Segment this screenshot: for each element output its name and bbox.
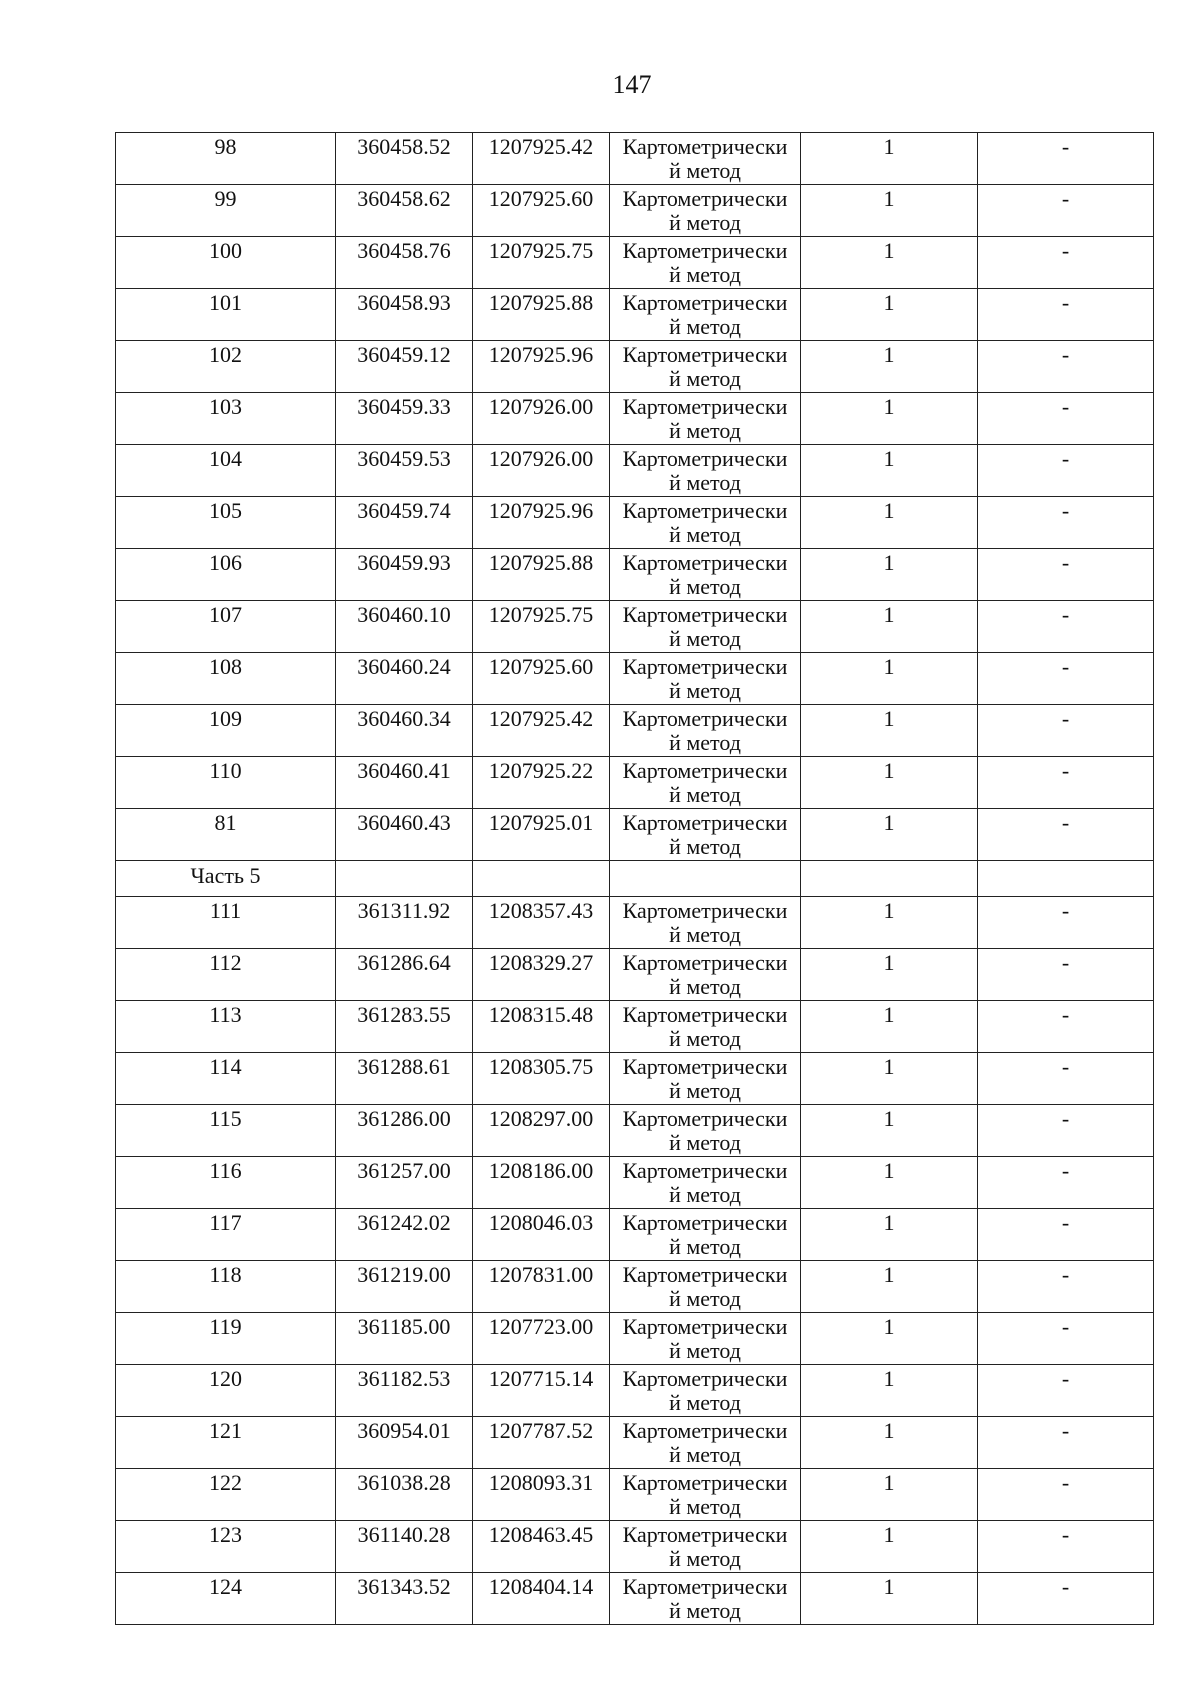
x-coordinate-cell: 361242.02 xyxy=(336,1209,473,1261)
note-cell: - xyxy=(978,1365,1154,1417)
point-number-cell: 116 xyxy=(116,1157,336,1209)
accuracy-cell: 1 xyxy=(801,1053,978,1105)
note-cell: - xyxy=(978,1209,1154,1261)
accuracy-cell: 1 xyxy=(801,289,978,341)
point-number-cell: 110 xyxy=(116,757,336,809)
method-text-line1: Картометрически xyxy=(622,1522,788,1547)
method-text-line2: й метод xyxy=(669,1390,741,1415)
method-text-line2: й метод xyxy=(669,1494,741,1519)
method-text-line1: Картометрически xyxy=(622,550,788,575)
method-cell xyxy=(610,289,801,341)
note-cell: - xyxy=(978,705,1154,757)
method-text-line1: Картометрически xyxy=(622,1158,788,1183)
accuracy-cell: 1 xyxy=(801,497,978,549)
x-coordinate-cell: 360458.62 xyxy=(336,185,473,237)
method-text-line1: Картометрически xyxy=(622,238,788,263)
accuracy-cell: 1 xyxy=(801,237,978,289)
note-cell: - xyxy=(978,497,1154,549)
y-coordinate-cell: 1207925.96 xyxy=(473,497,610,549)
accuracy-cell: 1 xyxy=(801,1521,978,1573)
note-cell: - xyxy=(978,1521,1154,1573)
table-row xyxy=(116,757,1154,809)
table-row xyxy=(116,653,1154,705)
y-coordinate-cell: 1207925.42 xyxy=(473,705,610,757)
point-number-cell: 101 xyxy=(116,289,336,341)
method-text-line1: Картометрически xyxy=(622,1418,788,1443)
note-cell: - xyxy=(978,949,1154,1001)
method-text-line2: й метод xyxy=(669,1026,741,1051)
point-number-cell: 112 xyxy=(116,949,336,1001)
point-number-cell: 102 xyxy=(116,341,336,393)
y-coordinate-cell: 1207926.00 xyxy=(473,445,610,497)
point-number-cell: 117 xyxy=(116,1209,336,1261)
x-coordinate-cell: 361140.28 xyxy=(336,1521,473,1573)
method-text-line1: Картометрически xyxy=(622,1366,788,1391)
x-coordinate-cell: 361286.64 xyxy=(336,949,473,1001)
note-cell: - xyxy=(978,237,1154,289)
x-coordinate-cell: 360458.93 xyxy=(336,289,473,341)
note-cell: - xyxy=(978,1001,1154,1053)
note-cell: - xyxy=(978,601,1154,653)
method-text-line2: й метод xyxy=(669,1286,741,1311)
point-number-cell: 124 xyxy=(116,1573,336,1625)
method-text-line1: Картометрически xyxy=(622,1470,788,1495)
method-text-line2: й метод xyxy=(669,1546,741,1571)
accuracy-cell: 1 xyxy=(801,133,978,185)
accuracy-cell: 1 xyxy=(801,1573,978,1625)
y-coordinate-cell: 1207715.14 xyxy=(473,1365,610,1417)
method-cell xyxy=(610,1313,801,1365)
x-coordinate-cell: 361311.92 xyxy=(336,897,473,949)
point-number-cell: 103 xyxy=(116,393,336,445)
empty-cell xyxy=(336,861,473,897)
table-row xyxy=(116,497,1154,549)
method-text-line1: Картометрически xyxy=(622,602,788,627)
accuracy-cell: 1 xyxy=(801,1365,978,1417)
method-text-line1: Картометрически xyxy=(622,1106,788,1131)
table-row xyxy=(116,949,1154,1001)
method-cell xyxy=(610,1417,801,1469)
point-number-cell: 106 xyxy=(116,549,336,601)
method-cell xyxy=(610,1105,801,1157)
point-number-cell: 100 xyxy=(116,237,336,289)
point-number-cell: 99 xyxy=(116,185,336,237)
method-cell xyxy=(610,393,801,445)
note-cell: - xyxy=(978,289,1154,341)
point-number-cell: 114 xyxy=(116,1053,336,1105)
y-coordinate-cell: 1207925.01 xyxy=(473,809,610,861)
y-coordinate-cell: 1207925.42 xyxy=(473,133,610,185)
note-cell: - xyxy=(978,1469,1154,1521)
x-coordinate-cell: 361286.00 xyxy=(336,1105,473,1157)
method-cell xyxy=(610,949,801,1001)
point-number-cell: 120 xyxy=(116,1365,336,1417)
method-cell xyxy=(610,601,801,653)
y-coordinate-cell: 1207925.88 xyxy=(473,289,610,341)
accuracy-cell: 1 xyxy=(801,1469,978,1521)
method-cell xyxy=(610,1261,801,1313)
method-text-line1: Картометрически xyxy=(622,1002,788,1027)
table-row xyxy=(116,1209,1154,1261)
method-cell xyxy=(610,1521,801,1573)
method-text-line1: Картометрически xyxy=(622,1314,788,1339)
x-coordinate-cell: 360460.10 xyxy=(336,601,473,653)
method-cell xyxy=(610,1157,801,1209)
method-text-line2: й метод xyxy=(669,1598,741,1623)
method-text-line2: й метод xyxy=(669,730,741,755)
y-coordinate-cell: 1207925.22 xyxy=(473,757,610,809)
y-coordinate-cell: 1207925.96 xyxy=(473,341,610,393)
method-cell xyxy=(610,897,801,949)
x-coordinate-cell: 360460.43 xyxy=(336,809,473,861)
point-number-cell: 107 xyxy=(116,601,336,653)
note-cell: - xyxy=(978,809,1154,861)
y-coordinate-cell: 1208305.75 xyxy=(473,1053,610,1105)
y-coordinate-cell: 1207926.00 xyxy=(473,393,610,445)
note-cell: - xyxy=(978,1313,1154,1365)
method-text-line2: й метод xyxy=(669,626,741,651)
empty-cell xyxy=(473,861,610,897)
x-coordinate-cell: 360460.41 xyxy=(336,757,473,809)
x-coordinate-cell: 361038.28 xyxy=(336,1469,473,1521)
method-cell xyxy=(610,133,801,185)
table-row xyxy=(116,341,1154,393)
y-coordinate-cell: 1208357.43 xyxy=(473,897,610,949)
accuracy-cell: 1 xyxy=(801,653,978,705)
x-coordinate-cell: 360460.24 xyxy=(336,653,473,705)
y-coordinate-cell: 1207925.88 xyxy=(473,549,610,601)
accuracy-cell: 1 xyxy=(801,445,978,497)
note-cell: - xyxy=(978,1105,1154,1157)
method-text-line2: й метод xyxy=(669,922,741,947)
method-text-line2: й метод xyxy=(669,1078,741,1103)
method-text-line1: Картометрически xyxy=(622,758,788,783)
note-cell: - xyxy=(978,1573,1154,1625)
method-text-line1: Картометрически xyxy=(622,1054,788,1079)
accuracy-cell: 1 xyxy=(801,393,978,445)
x-coordinate-cell: 361185.00 xyxy=(336,1313,473,1365)
accuracy-cell: 1 xyxy=(801,1417,978,1469)
x-coordinate-cell: 360954.01 xyxy=(336,1417,473,1469)
y-coordinate-cell: 1207925.60 xyxy=(473,185,610,237)
table-row xyxy=(116,1365,1154,1417)
method-cell xyxy=(610,237,801,289)
table-row xyxy=(116,1469,1154,1521)
method-text-line2: й метод xyxy=(669,974,741,999)
method-cell xyxy=(610,705,801,757)
section-label: Часть 5 xyxy=(116,861,336,897)
note-cell: - xyxy=(978,445,1154,497)
table-row xyxy=(116,1573,1154,1625)
method-text-line1: Картометрически xyxy=(622,394,788,419)
table-row xyxy=(116,1001,1154,1053)
point-number-cell: 115 xyxy=(116,1105,336,1157)
method-cell xyxy=(610,341,801,393)
method-text-line2: й метод xyxy=(669,1234,741,1259)
method-text-line1: Картометрически xyxy=(622,446,788,471)
table-row xyxy=(116,185,1154,237)
coordinates-table-body xyxy=(116,133,1154,1625)
method-text-line2: й метод xyxy=(669,158,741,183)
accuracy-cell: 1 xyxy=(801,1261,978,1313)
page-number: 147 xyxy=(612,70,652,99)
y-coordinate-cell: 1208404.14 xyxy=(473,1573,610,1625)
x-coordinate-cell: 360459.12 xyxy=(336,341,473,393)
table-row xyxy=(116,393,1154,445)
method-text-line1: Картометрически xyxy=(622,1574,788,1599)
point-number-cell: 113 xyxy=(116,1001,336,1053)
table-row xyxy=(116,549,1154,601)
table-row xyxy=(116,237,1154,289)
table-row xyxy=(116,445,1154,497)
point-number-cell: 109 xyxy=(116,705,336,757)
y-coordinate-cell: 1208186.00 xyxy=(473,1157,610,1209)
method-text-line1: Картометрически xyxy=(622,134,788,159)
table-row xyxy=(116,601,1154,653)
y-coordinate-cell: 1208046.03 xyxy=(473,1209,610,1261)
table-row xyxy=(116,133,1154,185)
method-text-line2: й метод xyxy=(669,262,741,287)
note-cell: - xyxy=(978,133,1154,185)
accuracy-cell: 1 xyxy=(801,809,978,861)
accuracy-cell: 1 xyxy=(801,1001,978,1053)
method-text-line1: Картометрически xyxy=(622,290,788,315)
method-cell xyxy=(610,549,801,601)
x-coordinate-cell: 360459.93 xyxy=(336,549,473,601)
x-coordinate-cell: 360460.34 xyxy=(336,705,473,757)
table-row xyxy=(116,809,1154,861)
y-coordinate-cell: 1207925.75 xyxy=(473,601,610,653)
method-text-line1: Картометрически xyxy=(622,498,788,523)
accuracy-cell: 1 xyxy=(801,897,978,949)
x-coordinate-cell: 361257.00 xyxy=(336,1157,473,1209)
accuracy-cell: 1 xyxy=(801,1157,978,1209)
method-cell xyxy=(610,1573,801,1625)
note-cell: - xyxy=(978,1417,1154,1469)
method-cell xyxy=(610,1365,801,1417)
note-cell: - xyxy=(978,393,1154,445)
empty-cell xyxy=(801,861,978,897)
table-row xyxy=(116,289,1154,341)
x-coordinate-cell: 361219.00 xyxy=(336,1261,473,1313)
accuracy-cell: 1 xyxy=(801,601,978,653)
y-coordinate-cell: 1208463.45 xyxy=(473,1521,610,1573)
method-text-line2: й метод xyxy=(669,1182,741,1207)
point-number-cell: 105 xyxy=(116,497,336,549)
accuracy-cell: 1 xyxy=(801,1105,978,1157)
y-coordinate-cell: 1208329.27 xyxy=(473,949,610,1001)
method-text-line2: й метод xyxy=(669,470,741,495)
note-cell: - xyxy=(978,897,1154,949)
method-cell xyxy=(610,1209,801,1261)
x-coordinate-cell: 360459.33 xyxy=(336,393,473,445)
method-text-line1: Картометрически xyxy=(622,706,788,731)
point-number-cell: 121 xyxy=(116,1417,336,1469)
table-row xyxy=(116,897,1154,949)
y-coordinate-cell: 1208297.00 xyxy=(473,1105,610,1157)
note-cell: - xyxy=(978,1157,1154,1209)
point-number-cell: 104 xyxy=(116,445,336,497)
point-number-cell: 122 xyxy=(116,1469,336,1521)
point-number-cell: 119 xyxy=(116,1313,336,1365)
note-cell: - xyxy=(978,341,1154,393)
x-coordinate-cell: 360459.74 xyxy=(336,497,473,549)
method-cell xyxy=(610,757,801,809)
accuracy-cell: 1 xyxy=(801,341,978,393)
method-text-line2: й метод xyxy=(669,1442,741,1467)
method-cell xyxy=(610,809,801,861)
note-cell: - xyxy=(978,757,1154,809)
table-row xyxy=(116,1105,1154,1157)
method-text-line2: й метод xyxy=(669,314,741,339)
point-number-cell: 123 xyxy=(116,1521,336,1573)
x-coordinate-cell: 361288.61 xyxy=(336,1053,473,1105)
accuracy-cell: 1 xyxy=(801,549,978,601)
y-coordinate-cell: 1207925.60 xyxy=(473,653,610,705)
method-cell xyxy=(610,445,801,497)
method-cell xyxy=(610,1001,801,1053)
method-cell xyxy=(610,1469,801,1521)
table-row xyxy=(116,1157,1154,1209)
note-cell: - xyxy=(978,1053,1154,1105)
note-cell: - xyxy=(978,549,1154,601)
y-coordinate-cell: 1207787.52 xyxy=(473,1417,610,1469)
method-text-line2: й метод xyxy=(669,574,741,599)
method-cell xyxy=(610,653,801,705)
method-text-line1: Картометрически xyxy=(622,810,788,835)
table-row xyxy=(116,705,1154,757)
method-text-line1: Картометрически xyxy=(622,186,788,211)
y-coordinate-cell: 1208093.31 xyxy=(473,1469,610,1521)
x-coordinate-cell: 360459.53 xyxy=(336,445,473,497)
x-coordinate-cell: 361182.53 xyxy=(336,1365,473,1417)
empty-cell xyxy=(978,861,1154,897)
table-row xyxy=(116,1261,1154,1313)
coordinates-table xyxy=(115,132,1154,1625)
method-text-line1: Картометрически xyxy=(622,898,788,923)
table-row xyxy=(116,1417,1154,1469)
method-text-line2: й метод xyxy=(669,210,741,235)
y-coordinate-cell: 1207723.00 xyxy=(473,1313,610,1365)
y-coordinate-cell: 1207925.75 xyxy=(473,237,610,289)
accuracy-cell: 1 xyxy=(801,1209,978,1261)
point-number-cell: 108 xyxy=(116,653,336,705)
method-cell xyxy=(610,497,801,549)
point-number-cell: 98 xyxy=(116,133,336,185)
accuracy-cell: 1 xyxy=(801,185,978,237)
method-text-line1: Картометрически xyxy=(622,950,788,975)
method-text-line2: й метод xyxy=(669,418,741,443)
accuracy-cell: 1 xyxy=(801,949,978,1001)
method-text-line1: Картометрически xyxy=(622,654,788,679)
method-text-line2: й метод xyxy=(669,678,741,703)
empty-cell xyxy=(610,861,801,897)
accuracy-cell: 1 xyxy=(801,1313,978,1365)
method-cell xyxy=(610,185,801,237)
x-coordinate-cell: 361343.52 xyxy=(336,1573,473,1625)
note-cell: - xyxy=(978,653,1154,705)
x-coordinate-cell: 361283.55 xyxy=(336,1001,473,1053)
method-text-line2: й метод xyxy=(669,522,741,547)
method-text-line2: й метод xyxy=(669,366,741,391)
x-coordinate-cell: 360458.52 xyxy=(336,133,473,185)
accuracy-cell: 1 xyxy=(801,705,978,757)
method-text-line1: Картометрически xyxy=(622,342,788,367)
note-cell: - xyxy=(978,1261,1154,1313)
method-text-line1: Картометрически xyxy=(622,1210,788,1235)
method-cell xyxy=(610,1053,801,1105)
method-text-line2: й метод xyxy=(669,1130,741,1155)
method-text-line1: Картометрически xyxy=(622,1262,788,1287)
section-header-row xyxy=(116,861,1154,897)
note-cell: - xyxy=(978,185,1154,237)
y-coordinate-cell: 1208315.48 xyxy=(473,1001,610,1053)
table-row xyxy=(116,1313,1154,1365)
point-number-cell: 118 xyxy=(116,1261,336,1313)
point-number-cell: 111 xyxy=(116,897,336,949)
table-row xyxy=(116,1521,1154,1573)
table-row xyxy=(116,1053,1154,1105)
method-text-line2: й метод xyxy=(669,834,741,859)
method-text-line2: й метод xyxy=(669,1338,741,1363)
method-text-line2: й метод xyxy=(669,782,741,807)
accuracy-cell: 1 xyxy=(801,757,978,809)
point-number-cell: 81 xyxy=(116,809,336,861)
x-coordinate-cell: 360458.76 xyxy=(336,237,473,289)
y-coordinate-cell: 1207831.00 xyxy=(473,1261,610,1313)
